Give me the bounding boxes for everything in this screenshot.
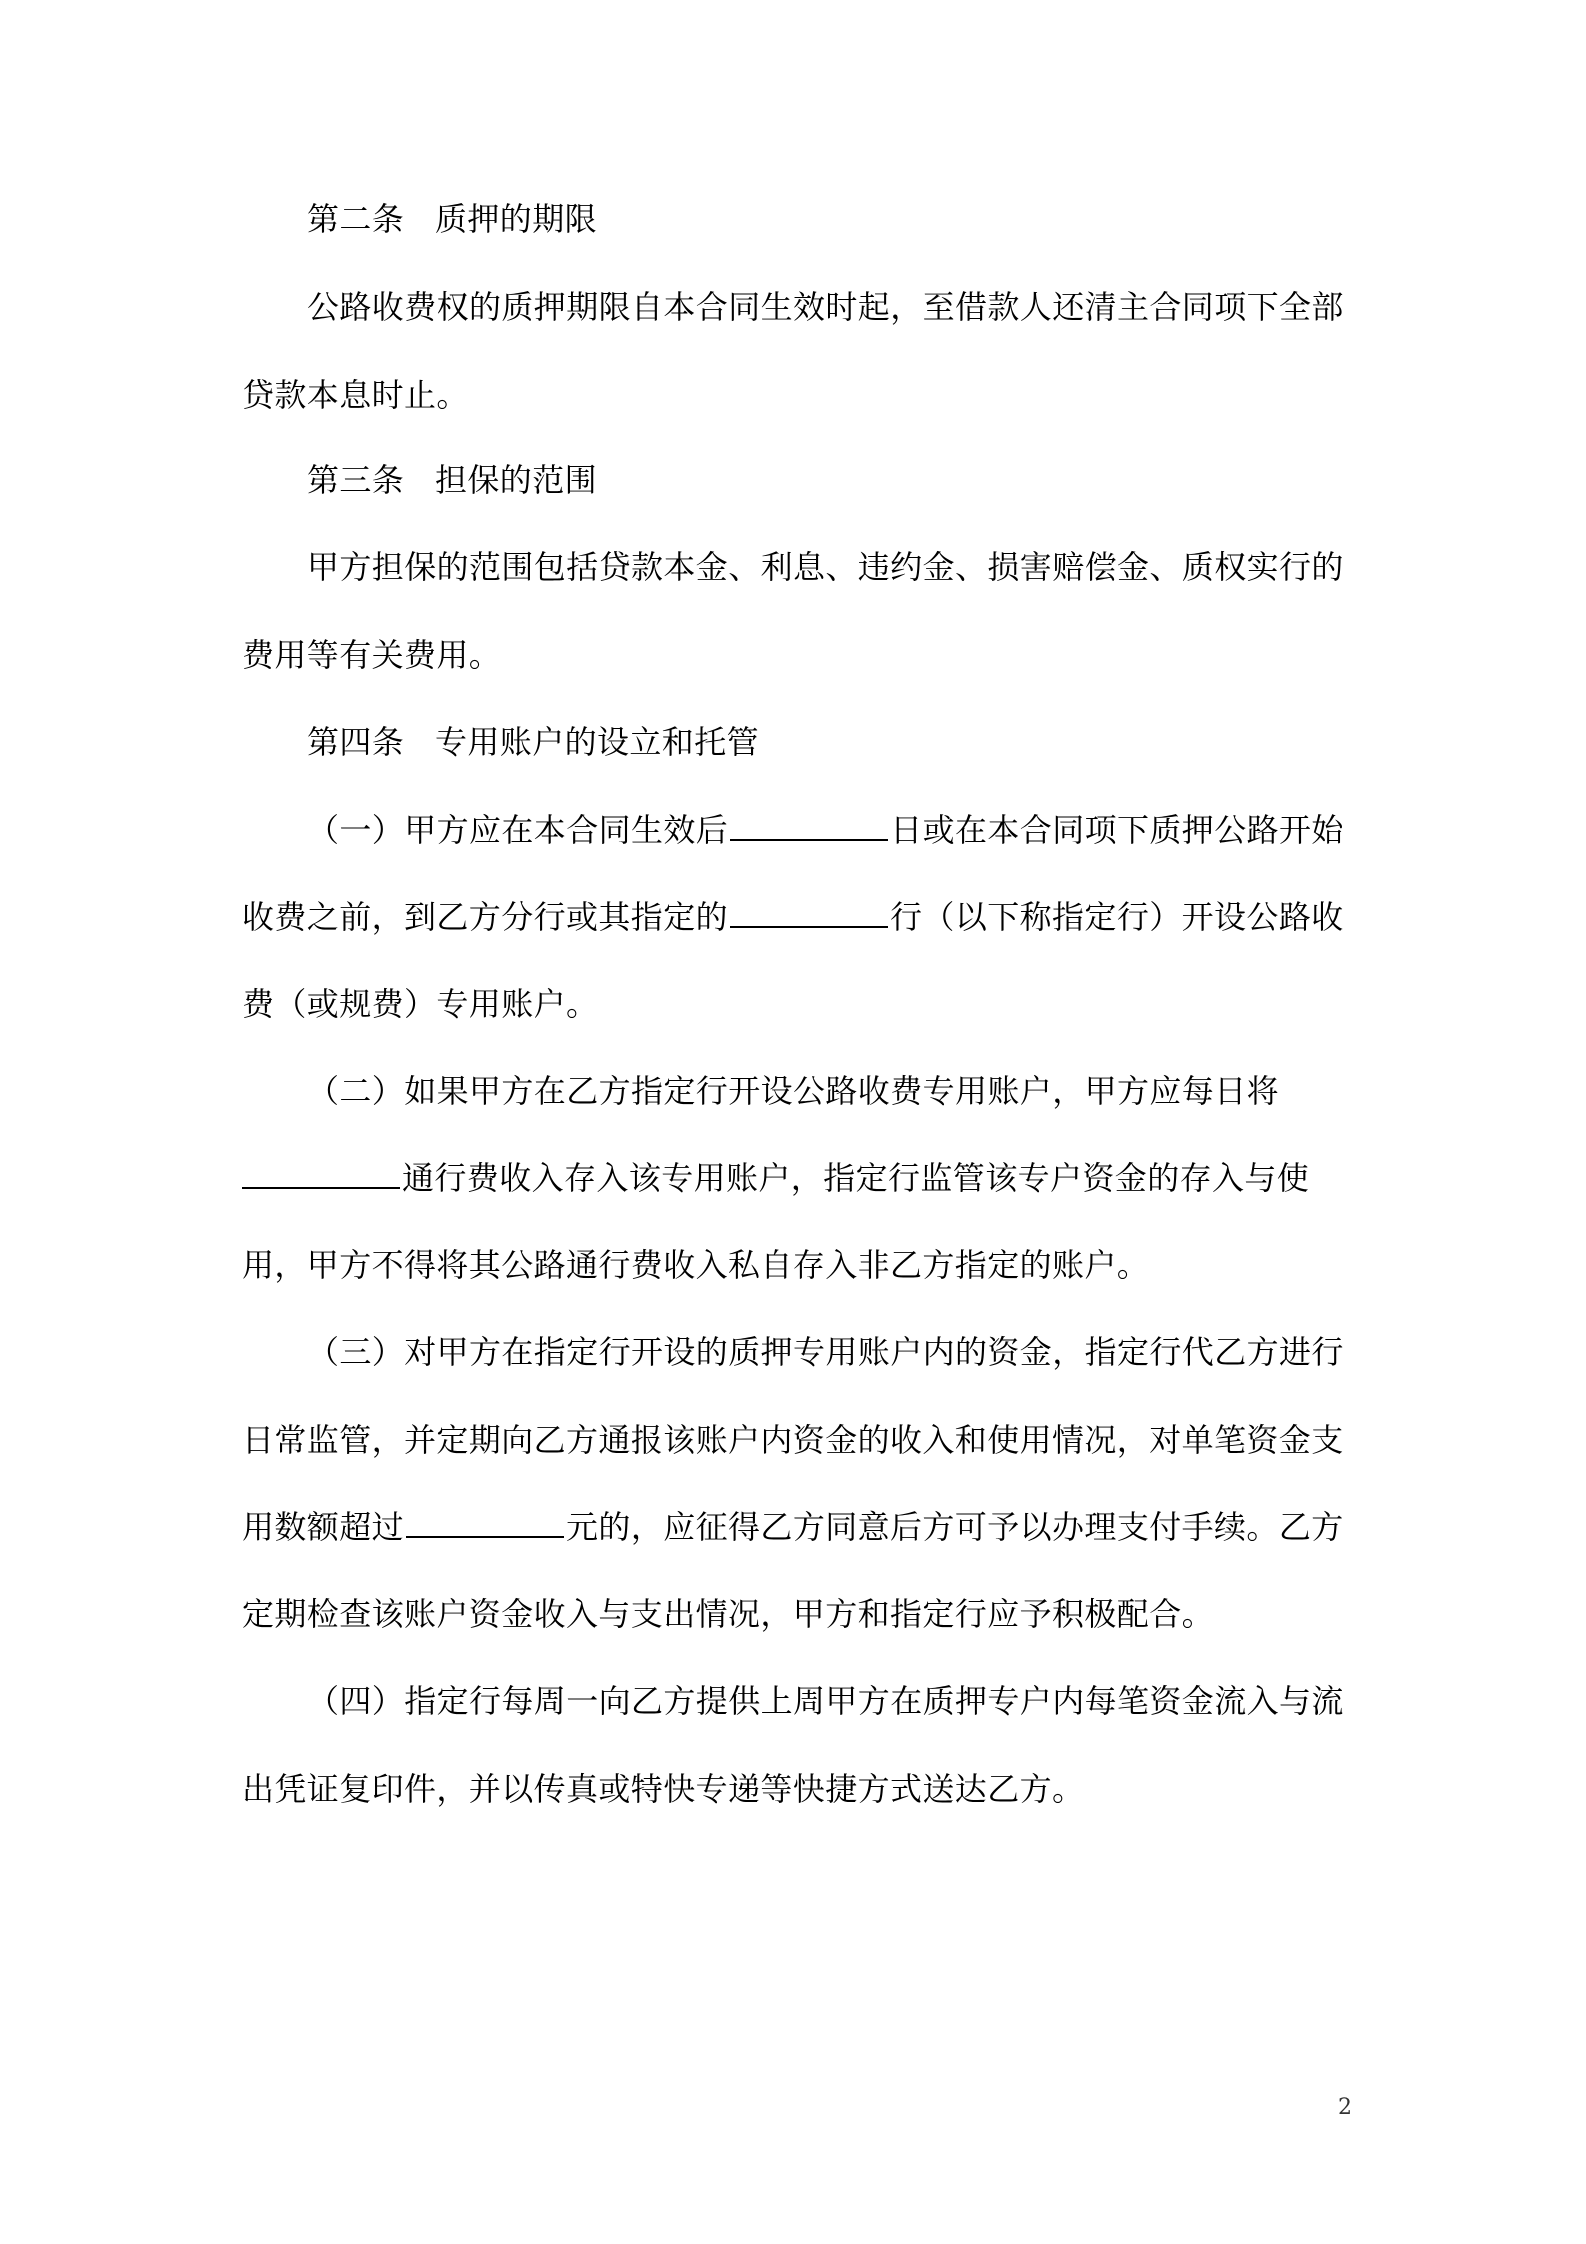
article-3-body-line-2: 费用等有关费用。 [242,636,502,674]
article-2-number: 第二条 [307,200,405,238]
article-2-title: 质押的期限 [435,200,598,238]
article-3-title: 担保的范围 [435,461,598,499]
article-3-heading [307,458,597,502]
blank-amount-field [406,1508,564,1538]
clause-1-text-c: 收费之前，到乙方分行或其指定的 [242,898,729,936]
clause-1-text-d: 行（以下称指定行）开设公路收 [890,898,1344,936]
clause-1-text-b: 日或在本合同项下质押公路开始 [890,811,1344,849]
clause-2-line-3: 用，甲方不得将其公路通行费收入私自存入非乙方指定的账户。 [242,1246,1150,1284]
clause-3-line-1: （三）对甲方在指定行开设的质押专用账户内的资金，指定行代乙方进行 [307,1333,1344,1371]
clause-4-line-2: 出凭证复印件，并以传真或特快专递等快捷方式送达乙方。 [242,1770,1085,1808]
article-3-body-line-1: 甲方担保的范围包括贷款本金、利息、违约金、损害赔偿金、质权实行的 [307,548,1344,586]
page-number: 2 [1338,2095,1352,2120]
clause-4-line-1: （四）指定行每周一向乙方提供上周甲方在质押专户内每笔资金流入与流 [307,1682,1344,1720]
clause-3-line-4: 定期检查该账户资金收入与支出情况，甲方和指定行应予积极配合。 [242,1595,1215,1633]
article-2-heading [307,197,597,241]
article-4-title: 专用账户的设立和托管 [435,723,760,761]
article-2-body-line-1: 公路收费权的质押期限自本合同生效时起，至借款人还清主合同项下全部 [307,288,1344,326]
clause-2-line-2 [242,1156,1309,1200]
clause-1-line-1 [307,808,1344,852]
article-3-number: 第三条 [307,461,405,499]
clause-2-line-1: （二）如果甲方在乙方指定行开设公路收费专用账户，甲方应每日将 [307,1072,1280,1110]
clause-3-text-b: 元的，应征得乙方同意后方可予以办理支付手续。乙方 [566,1508,1344,1546]
clause-1-line-2 [242,895,1344,939]
clause-2-text-b: 通行费收入存入该专用账户，指定行监管该专户资金的存入与使 [402,1159,1310,1197]
clause-1-text-a: （一）甲方应在本合同生效后 [307,811,729,849]
clause-3-text-a: 用数额超过 [242,1508,405,1546]
article-4-heading [307,720,759,764]
article-2-body-line-2: 贷款本息时止。 [242,376,469,414]
clause-1-line-3: 费（或规费）专用账户。 [242,985,599,1023]
clause-3-line-2: 日常监管，并定期向乙方通报该账户内资金的收入和使用情况，对单笔资金支 [242,1421,1344,1459]
blank-fee-field [242,1159,400,1189]
blank-days-field [730,811,888,841]
clause-3-line-3 [242,1505,1344,1549]
blank-bank-field [730,898,888,928]
article-4-number: 第四条 [307,723,405,761]
